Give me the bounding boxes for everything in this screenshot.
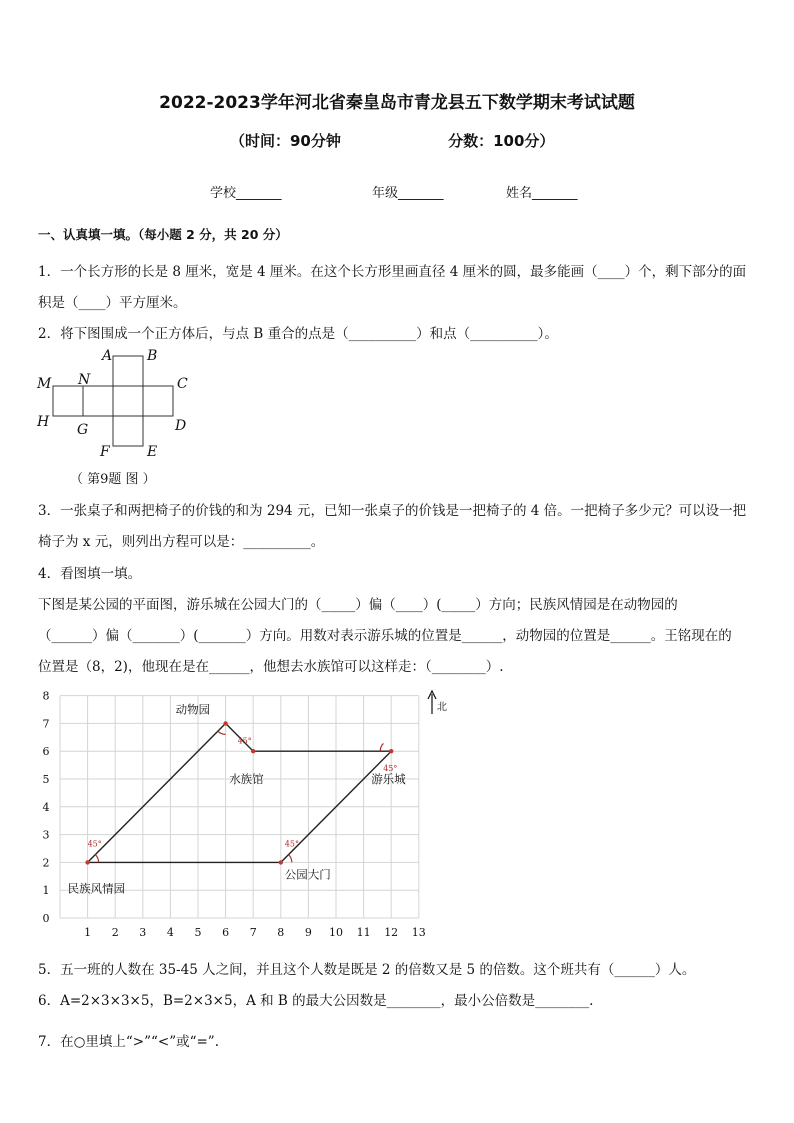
angle-label: 45°: [383, 764, 398, 774]
location-point: [389, 749, 393, 753]
location-label: 水族馆: [229, 772, 264, 787]
net-label-f: F: [100, 444, 110, 460]
net-label-g: G: [77, 422, 89, 438]
net-label-e: E: [147, 444, 158, 460]
y-tick-label: 8: [42, 689, 50, 703]
section-heading: 一、认真填一填。（每小题 2 分，共 20 分）: [38, 227, 288, 242]
x-tick-label: 8: [277, 926, 285, 939]
q3-line1: 3．一张桌子和两把椅子的价钱的和为 294 元，已知一张桌子的价钱是一把椅子的 4 倍。一把椅子多少元？可以设一把: [38, 503, 747, 519]
name-field: 姓名_______: [506, 186, 578, 201]
y-tick-label: 6: [42, 745, 50, 759]
q4-line2: （______）偏（_______）(_______）方向。用数对表示游乐城的位置是______，动物园的位置是______。王铭现在的: [38, 628, 732, 644]
north-label: 北: [437, 702, 447, 713]
q4-line3: 位置是（8，2)，他现在是在______，他想去水族馆可以这样走：（________）.: [38, 659, 504, 675]
q7-text: 7．在○里填上“>”“<”或“=”.: [38, 1034, 220, 1050]
location-label: 民族风情园: [67, 881, 126, 896]
net-label-h: H: [37, 414, 50, 430]
x-tick-label: 4: [166, 926, 174, 939]
q2-text: 2．将下图围成一个正方体后，与点 B 重合的点是（__________）和点（__________）。: [38, 326, 558, 342]
y-tick-label: 4: [42, 800, 50, 814]
net-label-n: N: [78, 372, 91, 388]
page-title: 2022-2023学年河北省秦皇岛市青龙县五下数学期末考试试题: [159, 93, 635, 113]
net-label-a: A: [102, 348, 113, 364]
x-tick-label: 3: [139, 926, 147, 939]
y-tick-label: 2: [42, 856, 50, 870]
y-tick-label: 0: [42, 912, 50, 925]
angle-label: 45°: [284, 839, 299, 849]
x-tick-label: 6: [222, 926, 230, 939]
location-point: [223, 721, 227, 725]
location-label: 动物园: [175, 702, 211, 717]
net-label-c: C: [177, 376, 188, 392]
y-tick-label: 1: [42, 884, 50, 898]
y-tick-label: 5: [42, 773, 50, 786]
angle-arc: [380, 743, 383, 751]
q3-line2: 椅子为 x 元，则列出方程可以是：__________。: [38, 534, 325, 550]
school-field: 学校_______: [210, 186, 282, 201]
angle-label: 45°: [237, 736, 252, 746]
total-score: 分数：100分）: [448, 132, 555, 150]
y-tick-label: 3: [42, 828, 50, 842]
x-tick-label: 9: [304, 926, 312, 939]
x-tick-label: 11: [356, 926, 371, 939]
location-point: [251, 749, 255, 753]
q6-text: 6．A=2×3×3×5，B=2×3×5，A 和 B 的最大公因数是________，最小公倍数是________.: [38, 993, 594, 1009]
time-limit: （时间：90分钟: [230, 132, 341, 150]
net-label-b: B: [147, 348, 158, 364]
angle-arc: [289, 855, 292, 863]
angle-label: 45°: [87, 839, 102, 849]
location-label: 游乐城: [371, 772, 406, 787]
angle-arc: [218, 731, 226, 734]
q4-heading: 4．看图填一填。: [38, 566, 142, 582]
angle-arc: [95, 855, 98, 863]
net-label-d: D: [175, 418, 187, 434]
location-point: [85, 860, 89, 864]
net-label-m: M: [37, 376, 52, 392]
x-tick-label: 2: [111, 926, 119, 939]
q5-text: 5．五一班的人数在 35-45 人之间，并且这个人数是既是 2 的倍数又是 5 的倍数。这个班共有（______）人。: [38, 962, 696, 978]
x-tick-label: 13: [411, 926, 426, 939]
y-tick-label: 7: [42, 717, 50, 731]
location-label: 公园大门: [284, 867, 331, 882]
x-tick-label: 7: [249, 926, 257, 939]
x-tick-label: 1: [84, 926, 92, 939]
cube-net-figure: [30, 344, 230, 490]
exam-meta: [230, 130, 554, 151]
location-point: [279, 860, 283, 864]
net-caption: （ 第9题 图 ）: [70, 472, 156, 487]
grade-field: 年级_______: [372, 186, 444, 201]
q1-line2: 积是（____）平方厘米。: [38, 295, 187, 311]
park-map-chart: [20, 684, 460, 946]
q1-line1: 1．一个长方形的长是 8 厘米，宽是 4 厘米。在这个长方形里画直径 4 厘米的圆，最多能画（____）个，剩下部分的面: [38, 264, 747, 280]
x-tick-label: 10: [329, 926, 343, 939]
q4-line1: 下图是某公园的平面图，游乐城在公园大门的（_____）偏（____）(_____）方向；民族风情园是在动物园的: [38, 597, 678, 613]
x-tick-label: 5: [194, 926, 202, 939]
x-tick-label: 12: [384, 926, 399, 939]
